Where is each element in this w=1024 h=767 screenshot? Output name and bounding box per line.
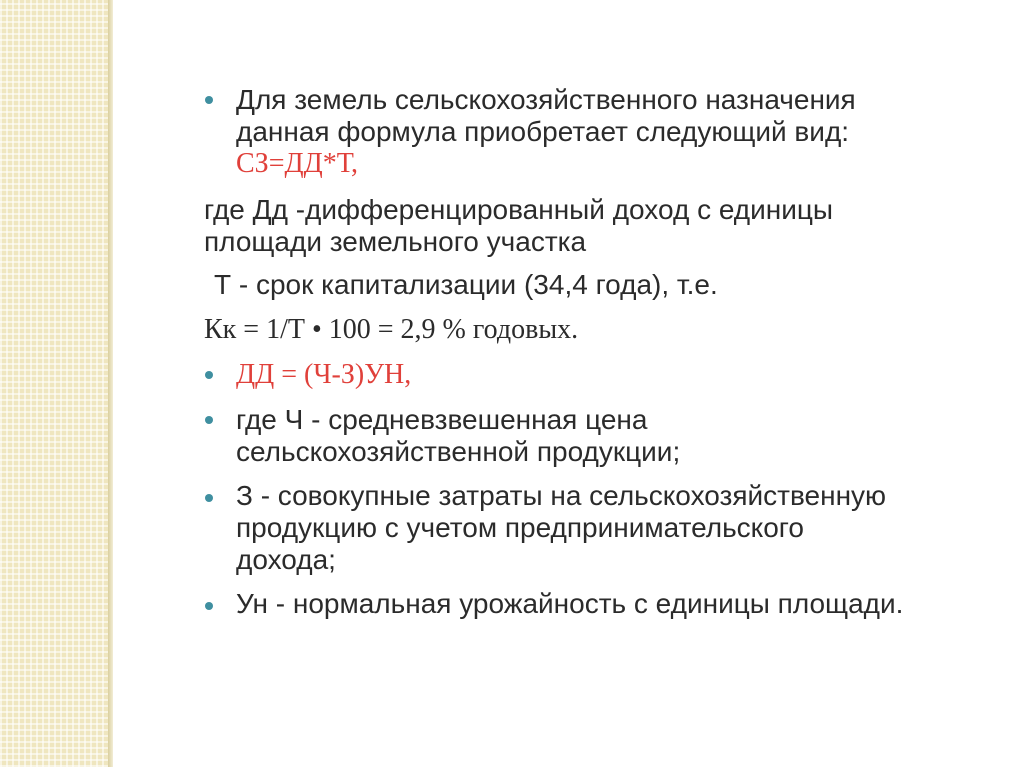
line-6: Т - срок капитализации (34,4 года), т.е. [214,269,718,300]
line-10: сельскохозяйственной продукции; [236,436,681,467]
line-13: дохода; [236,544,336,575]
line-1: Для земель сельскохозяйственного назначения [236,84,856,115]
formula-dd: ДД = (Ч-З)УН, [236,359,412,390]
line-11: З - совокупные затраты на сельскохозяйственную [236,480,887,511]
bullet-dot-1 [205,96,213,104]
line-2: данная формула приобретает следующий вид: [236,116,850,147]
line-5: площади земельного участка [204,226,587,257]
bullet-dot-4 [205,494,213,502]
formula-sz: СЗ=ДД*Т, [236,148,358,179]
bullet-dot-5 [205,602,213,610]
line-9: где Ч - средневзвешенная цена [236,404,648,435]
formula-kk: Кк = 1/Т • 100 = 2,9 % годовых. [204,314,579,345]
bullet-dot-3 [205,416,213,424]
bullet-dot-2 [205,371,213,379]
line-4: где Дд -дифференцированный доход с единицы [204,194,834,225]
line-14: Ун - нормальная урожайность с единицы площади. [236,588,904,619]
line-12: продукцию с учетом предпринимательского [236,512,804,543]
